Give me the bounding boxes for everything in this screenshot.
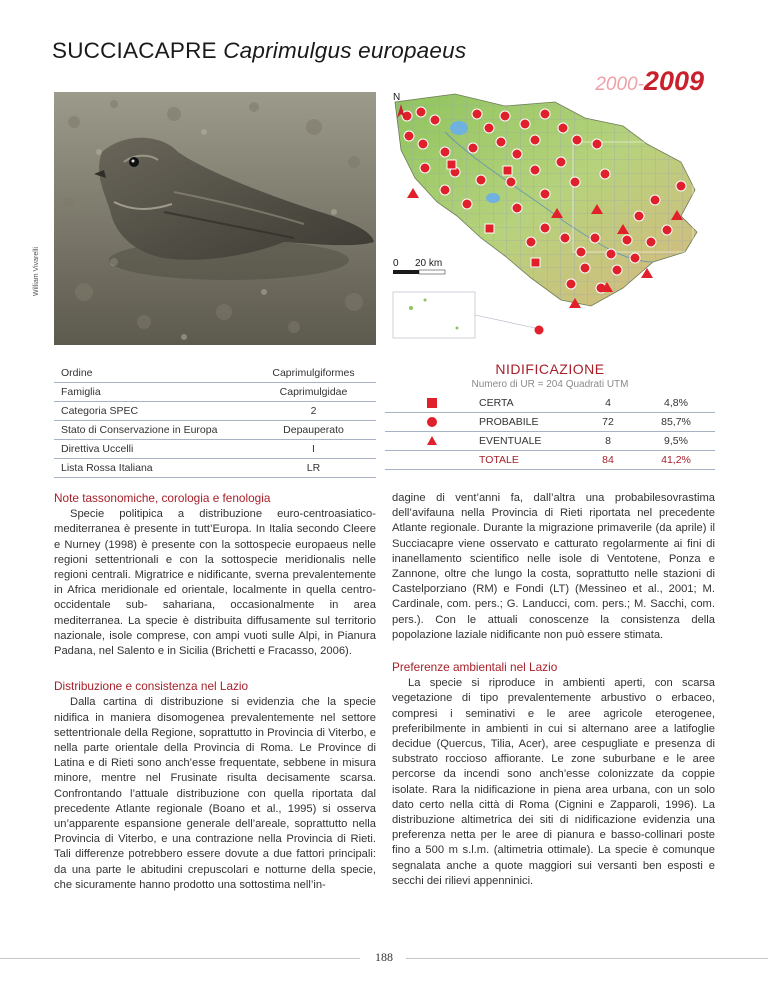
info-label: Famiglia — [61, 386, 101, 398]
info-label: Direttiva Uccelli — [61, 443, 134, 455]
map-scale-label: 20 km — [415, 258, 443, 269]
section-body: Dalla cartina di distribuzione si evidenzia che la specie nidifica in maniera disomogenea prevalentemente nel settore settentrionale della Regione, soprattutto in Provincia di Viterbo, e nella parte orientale della Provincia di Roma. Le Province di Latina e di Rieti sono anch’esse frequentate, sebbene in misura minore, mentre nel Frusinate risulta decisamente scarsa. Confrontando l’attuale distribuzione con quella riportata dal precedente Atlante regionale (Boano et al., 1995) si osserva un’apparente espansione generale dell’areale, soprattutto nella Provincia di Viterbo, e una contrazione nella Provincia di Rieti. Tali differenze potrebbero essere dovute a due fattori principali: da una parte le abitudini crepuscolari e notturne della specie, che sicuramente hanno prodotto una sottostima nell’in- — [54, 696, 376, 891]
page-number: 188 — [375, 950, 393, 964]
triangle-marker-icon — [426, 435, 438, 447]
info-row — [54, 402, 376, 421]
nidificazione-label: CERTA — [479, 397, 514, 409]
nidificazione-pct: 85,7% — [661, 416, 691, 428]
species-title — [52, 38, 466, 64]
nidificazione-title: NIDIFICAZIONE — [495, 361, 605, 377]
info-row — [54, 421, 376, 440]
section-heading: Preferenze ambientali nel Lazio — [392, 660, 558, 675]
nidificazione-pct: 4,8% — [664, 397, 688, 409]
nidificazione-table — [385, 394, 715, 470]
nidificazione-count: 84 — [602, 454, 614, 466]
nidificazione-subtitle: Numero di UR = 204 Quadrati UTM — [471, 379, 629, 390]
species-info-table — [54, 364, 376, 478]
nidificazione-pct: 9,5% — [664, 435, 688, 447]
nidificazione-row — [385, 394, 715, 413]
nidificazione-total-row — [385, 451, 715, 470]
nidificazione-count: 4 — [605, 397, 611, 409]
distribution-map — [385, 92, 715, 344]
map-scale-zero: 0 — [393, 258, 399, 269]
years-start: 2000- — [595, 74, 644, 95]
info-row — [54, 364, 376, 383]
nidificazione-count: 72 — [602, 416, 614, 428]
nidificazione-label: EVENTUALE — [479, 435, 542, 447]
square-marker-icon — [426, 397, 438, 409]
nidificazione-count: 8 — [605, 435, 611, 447]
info-label: Categoria SPEC — [61, 405, 139, 417]
info-label: Ordine — [61, 367, 93, 379]
section-body: Specie politipica a distribuzione euro-centroasiatico-mediterranea è presente in tutt’Europa. In Italia secondo Cleere e Nurney (1998) è presente con la sottospecie europaeus nelle regioni settentrionali e con la sottospecie meridionalis nelle regioni centrali. Migratrice e nidificante, sverna prevalentemente in Africa meridionale ed orientale, localmente in quella centro-occidentale sub- sahariana, occasionalmente in area mediterranea. La specie è distribuita diffusamente sul territorio nazionale, isole comprese, con ampi vuoti sulle Alpi, in Pianura Padana, nel Salento e in Sicilia (Brichetti e Fracasso, 2006). — [54, 508, 376, 658]
info-value: Caprimulgiformes — [272, 367, 355, 379]
nidificazione-label: PROBABILE — [479, 416, 539, 428]
right-column — [392, 491, 715, 889]
left-column — [54, 491, 376, 893]
nidificazione-label: TOTALE — [479, 454, 519, 466]
title-scientific: Caprimulgus europaeus — [223, 38, 467, 63]
info-label: Lista Rossa Italiana — [61, 462, 153, 474]
photo-credit: William Vivarelli — [33, 247, 40, 296]
info-row — [54, 459, 376, 478]
section-body: La specie si riproduce in ambienti aperti, con scarsa vegetazione di tipo prevalentemente arbustivo o erbaceo, compresi i seminativi e le aree agricole eterogenee, preferibilmente in ambienti in cui si alternano aree a latifoglie decidue (Quercus, Tilia, Acer), aree cespugliate e presenza di substrato roccioso affiorante. Le zone suburbane e le aree percorse da incendi sono anch’esse colonizzate da coppie isolate. Rara la nidificazione in piena area urbana, con un solo dato certo nella città di Roma (Cignini e Zapparoli, 1996). La distribuzione altimetrica dei siti di nidificazione evidenzia una preferenza netta per le aree di pianura e basso-collinari poste fino a 500 m s.l.m. (altimetria ottimale). La specie è comunque segnalata anche a quote maggiori sui versanti ben esposti e secchi dei rilievi appenninici. — [392, 677, 715, 887]
lazio-map — [385, 92, 715, 344]
info-label: Stato di Conservazione in Europa — [61, 424, 218, 436]
section-heading: Distribuzione e consistenza nel Lazio — [54, 679, 249, 694]
info-value: 2 — [310, 405, 317, 417]
info-value: Caprimulgidae — [279, 386, 348, 398]
section-body-continued: dagine di vent’anni fa, dall’altra una probabilesovrastima dell’avifauna nella Provincia di Rieti riportata nel precedente Atlante regionale. Durante la migrazione primaverile (da aprile) il Succiacapre viene osservato e catturato regolarmente ai fini di inanellamento scientifico nelle isole di Ventotene, Ponza e Zannone, oltre che lungo la costa, soprattutto nelle stazioni di Castelporziano (RM) e Fondi (LT) (Messineo et al., 2001; M. Cardinale, com. pers.; G. Landucci, com. pers.; M. Sacchi, com. pers.). Con le attuali conoscenze la consistenza della popolazione laziale nidificante non può essere stimata. — [392, 492, 715, 641]
info-row — [54, 383, 376, 402]
section-heading: Note tassonomiche, corologia e fenologia — [54, 491, 271, 505]
info-value: Depauperato — [283, 424, 344, 436]
bird-photo — [54, 92, 376, 345]
map-north-label: N — [393, 92, 401, 103]
nightjar-illustration — [54, 92, 376, 345]
info-value: I — [312, 443, 315, 455]
title-common: SUCCIACAPRE — [52, 38, 217, 63]
info-row — [54, 440, 376, 459]
years-end: 2009 — [643, 66, 704, 96]
circle-marker-icon — [426, 416, 438, 428]
info-value: LR — [306, 462, 321, 474]
nidificazione-row — [385, 413, 715, 432]
nidificazione-pct: 41,2% — [661, 454, 691, 466]
nidificazione-row — [385, 432, 715, 451]
